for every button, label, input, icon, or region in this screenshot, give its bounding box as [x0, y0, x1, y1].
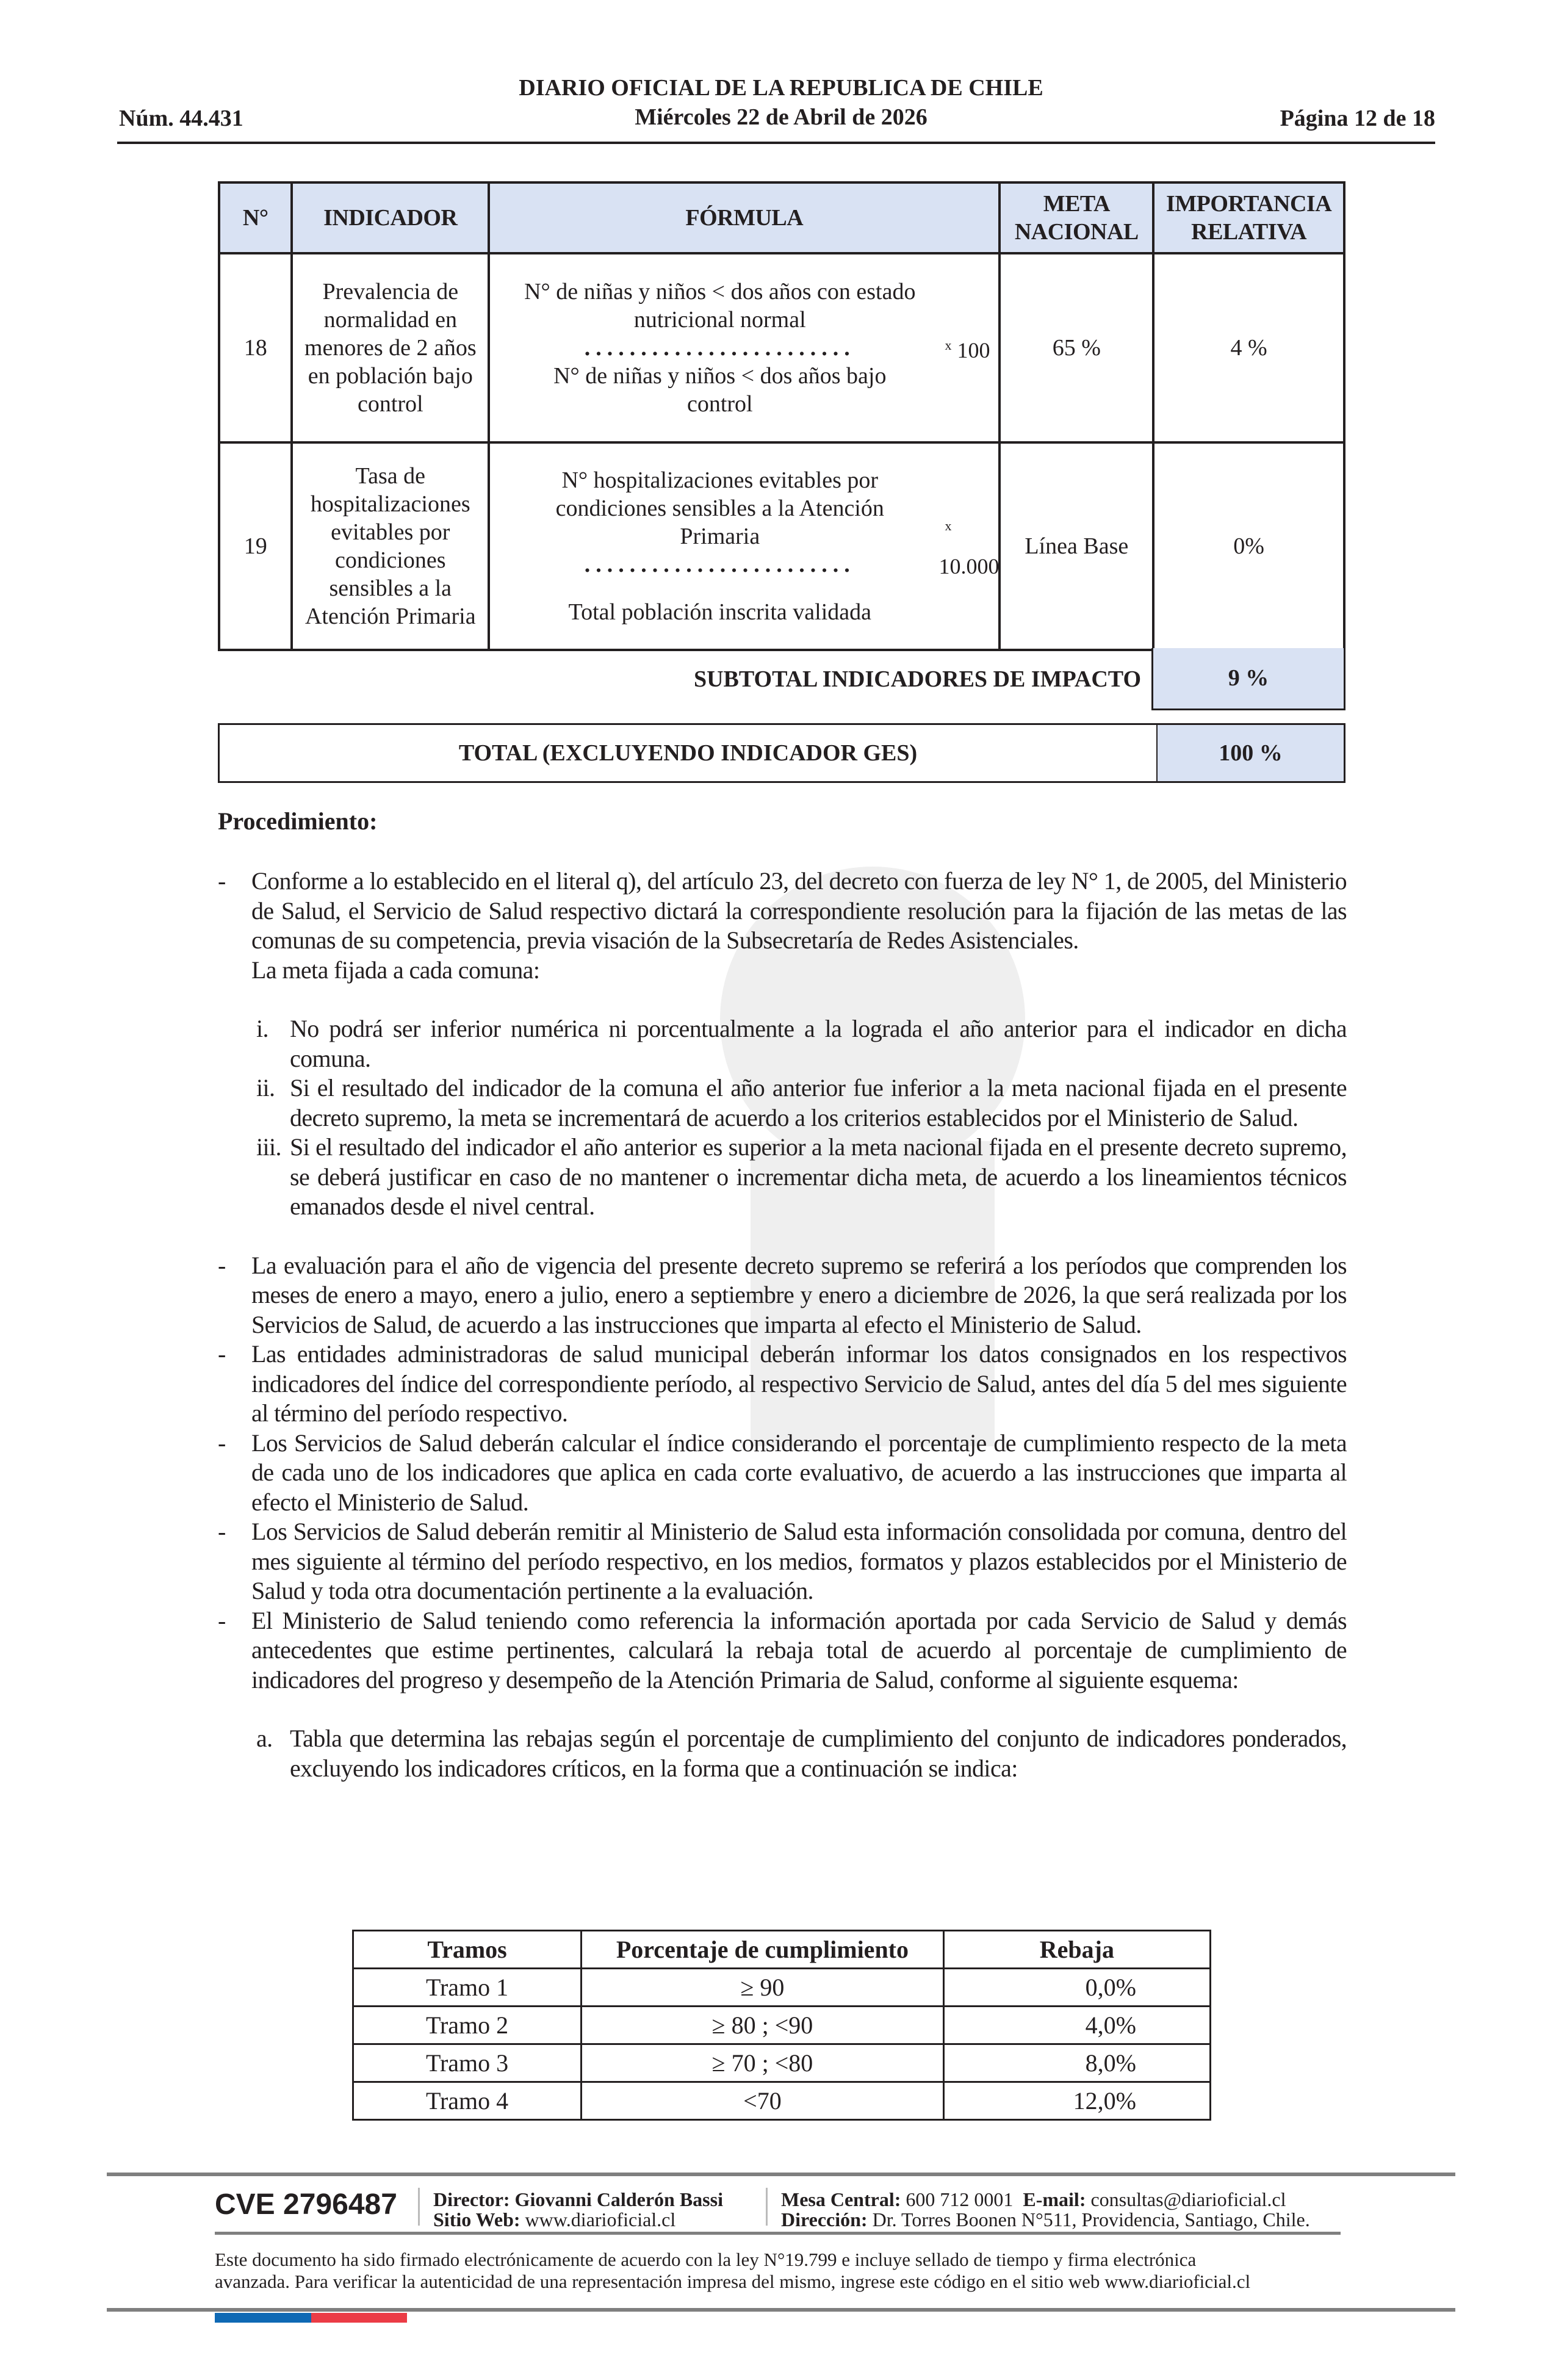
- paragraph: [218, 1251, 1347, 1340]
- list-item: [218, 1073, 1347, 1133]
- cell-tramo: Tramo 1: [353, 1969, 582, 2007]
- page-number: Página 12 de 18: [1280, 106, 1435, 131]
- cell-rebaja: 4,0%: [943, 2007, 1210, 2044]
- list-number: a.: [256, 1725, 273, 1752]
- list-number: i.: [256, 1015, 268, 1042]
- mesa-label: Mesa Central:: [781, 2188, 901, 2210]
- flag-stripe-red: [311, 2313, 407, 2323]
- cell-formula: [489, 442, 1000, 650]
- col-indicador: INDICADOR: [292, 182, 489, 253]
- cell-tramo: Tramo 2: [353, 2007, 582, 2044]
- cell-meta: 65 %: [1000, 253, 1153, 442]
- cell-meta: Línea Base: [1000, 442, 1153, 650]
- table-row: [219, 442, 1344, 650]
- list-number: iii.: [256, 1133, 281, 1161]
- col-porcentaje: Porcentaje de cumplimiento: [582, 1931, 944, 1969]
- address: Dr. Torres Boonen N°511, Providencia, Santiago, Chile.: [872, 2209, 1310, 2230]
- table-row: [353, 1969, 1211, 2007]
- rebaja-table: [352, 1930, 1211, 2121]
- indicator-table: [218, 181, 1345, 651]
- paragraph-text: Conforme a lo establecido en el literal q), del artículo 23, del decreto con fuerza de ley N° 1, de 2005, del Ministerio de Salud, el Servicio de Salud respectivo dictará la correspondiente resolución para la fijación de las metas de las comunas de su competencia, previa visación de la Subsecretaría de Redes Asistenciales.: [251, 867, 1347, 954]
- email-link[interactable]: consultas@diarioficial.cl: [1090, 2188, 1286, 2210]
- list-item: [218, 1014, 1347, 1073]
- web-label: Sitio Web:: [433, 2209, 520, 2230]
- subtotal-value: 9 %: [1151, 648, 1345, 710]
- multiply-sign: x: [945, 518, 952, 533]
- bullet-dash: -: [218, 1340, 226, 1368]
- cell-indicador: Tasa de hospitalizaciones evitables por condiciones sensibles a la Atención Primaria: [292, 442, 489, 650]
- table-row: [353, 2007, 1211, 2044]
- footer-divider: [107, 2308, 1455, 2312]
- director-name: Giovanni Calderón Bassi: [514, 2188, 723, 2210]
- phone: 600 712 0001: [906, 2188, 1014, 2210]
- bullet-dash: -: [218, 1251, 226, 1279]
- website-link[interactable]: www.diarioficial.cl: [525, 2209, 676, 2230]
- header-date: Miércoles 22 de Abril de 2026: [635, 104, 927, 130]
- director-info: [433, 2190, 723, 2230]
- cell-importancia: 4 %: [1153, 253, 1344, 442]
- fraction-line: ........................: [584, 335, 855, 361]
- paragraph: [218, 867, 1347, 985]
- bullet-dash: -: [218, 1518, 226, 1545]
- footer-divider: [107, 2173, 1455, 2176]
- col-tramos: Tramos: [353, 1931, 582, 1969]
- cell-porcentaje: ≥ 70 ; <80: [582, 2044, 944, 2082]
- cell-n: 19: [219, 442, 292, 650]
- paragraph-text: Las entidades administradoras de salud municipal deberán informar los datos consignados en los respectivos indicadores del índice del correspondiente período, al respectivo Servicio de Salud, antes del día 5 del mes siguiente al término del período respectivo.: [251, 1340, 1347, 1427]
- list-text: No podrá ser inferior numérica ni porcentualmente a la lograda el año anterior para el indicador en dicha comuna.: [290, 1015, 1347, 1072]
- paragraph: [218, 1429, 1347, 1518]
- fraction-line: ........................: [584, 552, 855, 577]
- bullet-dash: -: [218, 1429, 226, 1457]
- bullet-dash: -: [218, 1606, 226, 1634]
- list-text: Tabla que determina las rebajas según el porcentaje de cumplimiento del conjunto de indicadores ponderados, excluyendo los indicadores críticos, en la forma que a continuación se indica:: [290, 1725, 1347, 1782]
- footer-separator: [418, 2188, 420, 2226]
- paragraph-text: El Ministerio de Salud teniendo como referencia la información aportada por cada Servicio de Salud y demás antecedentes que estime pertinentes, calculará la rebaja total de acuerdo al porcentaje de cumplimiento de indicadores del progreso y desempeño de la Atención Primaria de Salud, conforme al siguiente esquema:: [251, 1606, 1347, 1693]
- legal-line: avanzada. Para verificar la autenticidad de una representación impresa del mismo, ingrese este código en el sitio web www.diarioficial.cl: [215, 2271, 1251, 2292]
- subtotal-label: SUBTOTAL INDICADORES DE IMPACTO: [693, 666, 1141, 692]
- col-importancia: IMPORTANCIA RELATIVA: [1153, 182, 1344, 253]
- total-row: [218, 723, 1345, 783]
- multiplier: 10.000: [938, 554, 1000, 579]
- director-label: Director:: [433, 2188, 510, 2210]
- cell-indicador: Prevalencia de normalidad en menores de 2 años en población bajo control: [292, 253, 489, 442]
- denominator: Total población inscrita validada: [568, 599, 871, 625]
- numerator: N° de niñas y niños < dos años con estado nutricional normal: [524, 279, 916, 333]
- address-label: Dirección:: [781, 2209, 868, 2230]
- table-header-row: [219, 182, 1344, 253]
- cell-formula: [489, 253, 1000, 442]
- list-text: Si el resultado del indicador de la comuna el año anterior fue inferior a la meta nacional fijada en el presente decreto supremo, la meta se incrementará de acuerdo a los criterios establecidos por el Ministerio de Salud.: [290, 1074, 1347, 1131]
- header-title: DIARIO OFICIAL DE LA REPUBLICA DE CHILE: [519, 75, 1043, 101]
- total-value: 100 %: [1158, 725, 1344, 781]
- multiply-sign: x: [945, 337, 952, 353]
- legal-notice: [215, 2249, 1250, 2293]
- list-item: [218, 1724, 1347, 1783]
- list-item: [218, 1133, 1347, 1222]
- bullet-dash: -: [218, 867, 226, 895]
- procedimiento-title: Procedimiento:: [218, 807, 378, 835]
- numerator: N° hospitalizaciones evitables por condiciones sensibles a la Atención Primaria: [555, 467, 884, 549]
- cell-importancia: 0%: [1153, 442, 1344, 650]
- col-meta: META NACIONAL: [1000, 182, 1153, 253]
- paragraph: [218, 1340, 1347, 1429]
- paragraph: [218, 1606, 1347, 1695]
- cell-porcentaje: <70: [582, 2082, 944, 2120]
- cell-porcentaje: ≥ 90: [582, 1969, 944, 2007]
- list-number: ii.: [256, 1074, 275, 1102]
- cve-code: CVE 2796487: [215, 2188, 397, 2221]
- cell-rebaja: 12,0%: [943, 2082, 1210, 2120]
- table-row: [353, 2044, 1211, 2082]
- subtotal-row: [218, 648, 1345, 711]
- col-rebaja: Rebaja: [943, 1931, 1210, 1969]
- paragraph: [218, 1517, 1347, 1606]
- cell-tramo: Tramo 3: [353, 2044, 582, 2082]
- denominator: N° de niñas y niños < dos años bajo control: [553, 363, 887, 417]
- contact-info: [781, 2190, 1310, 2230]
- procedimiento-body: [218, 867, 1347, 1783]
- footer-separator: [766, 2188, 768, 2226]
- col-formula: FÓRMULA: [489, 182, 1000, 253]
- cell-tramo: Tramo 4: [353, 2082, 582, 2120]
- table-row: [353, 2082, 1211, 2120]
- table-header-row: [353, 1931, 1211, 1969]
- issue-number: Núm. 44.431: [119, 106, 243, 131]
- multiplier: 100: [957, 338, 990, 362]
- cell-rebaja: 0,0%: [943, 1969, 1210, 2007]
- header-divider: [117, 142, 1435, 144]
- total-label: TOTAL (EXCLUYENDO INDICADOR GES): [220, 725, 1158, 781]
- paragraph-text: La meta fijada a cada comuna:: [251, 956, 540, 984]
- footer-divider: [215, 2232, 1341, 2235]
- col-n: N°: [219, 182, 292, 253]
- table-row: [219, 253, 1344, 442]
- email-label: E-mail:: [1023, 2188, 1086, 2210]
- cell-porcentaje: ≥ 80 ; <90: [582, 2007, 944, 2044]
- paragraph-text: La evaluación para el año de vigencia del presente decreto supremo se referirá a los períodos que comprenden los meses de enero a mayo, enero a julio, enero a septiembre y enero a diciembre de 2026, la que será realizada por los Servicios de Salud, de acuerdo a las instrucciones que imparta al efecto el Ministerio de Salud.: [251, 1251, 1347, 1338]
- paragraph-text: Los Servicios de Salud deberán remitir al Ministerio de Salud esta información consolidada por comuna, dentro del mes siguiente al término del período respectivo, en los medios, formatos y plazos establecidos por el Ministerio de Salud y toda otra documentación pertinente a la evaluación.: [251, 1518, 1347, 1604]
- paragraph-text: Los Servicios de Salud deberán calcular el índice considerando el porcentaje de cumplimiento respecto de la meta de cada uno de los indicadores que aplica en cada corte evaluativo, de acuerdo a las instrucciones que imparta al efecto el Ministerio de Salud.: [251, 1429, 1347, 1516]
- flag-stripe-blue: [215, 2313, 311, 2323]
- legal-line: Este documento ha sido firmado electrónicamente de acuerdo con la ley N°19.799 e incluye sellado de tiempo y firma electrónica: [215, 2249, 1197, 2270]
- cell-n: 18: [219, 253, 292, 442]
- cell-rebaja: 8,0%: [943, 2044, 1210, 2082]
- list-text: Si el resultado del indicador el año anterior es superior a la meta nacional fijada en el presente decreto supremo, se deberá justificar en caso de no mantener o incrementar dicha meta, de acuerdo a los lineamientos técnicos emanados desde el nivel central.: [290, 1133, 1347, 1220]
